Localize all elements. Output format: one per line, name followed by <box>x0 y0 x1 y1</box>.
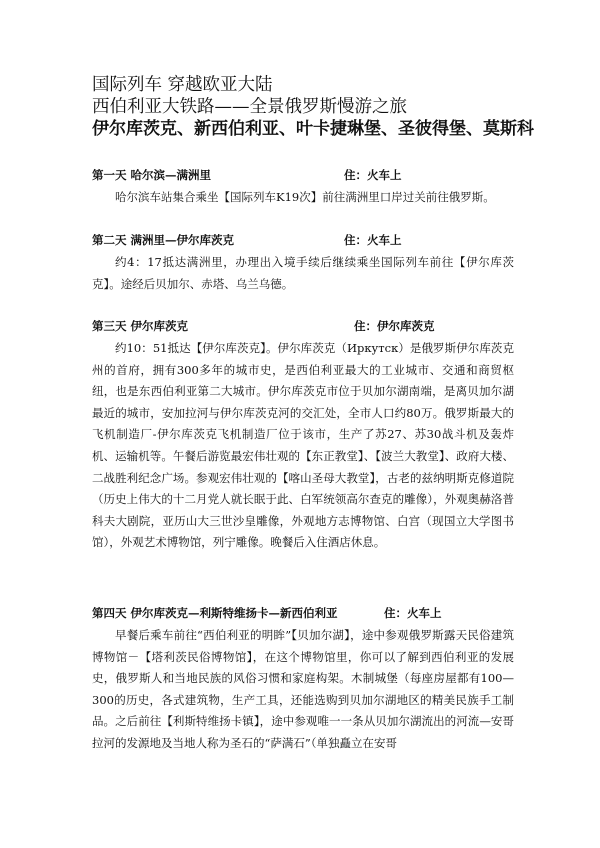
day-4-text: 早餐后乘车前往“西伯利亚的明眸”【贝加尔湖】，途中参观俄罗斯露天民俗建筑博物馆－【塔利茨民俗博物馆】，在这个博物馆里，你可以了解到西伯利亚的发展史，俄罗斯人和当地民族的风俗习惯和家庭构架。木制城堡（每座房屋都有100—300的历史，各式建筑物，生产工具，还能选购到贝加尔湖地区的精美民族手工制品。之后前往【利斯特维扬卡镇】，途中参观唯一一条从贝加尔湖流出的河流—安哥拉河的发源地及当地人称为圣石的“萨满石”（单独矗立在安哥 <box>92 628 514 750</box>
itinerary-title <box>92 74 552 140</box>
day-2-section <box>92 232 514 295</box>
day-3-text: 约10：51抵达【伊尔库茨克】。伊尔库茨克（Иркутск）是俄罗斯伊尔库茨克州的首府，拥有300多年的城市史，是西伯利亚最大的工业城市、交通和商贸枢纽，也是东西伯利亚第二大城市。伊尔库茨克市位于贝加尔湖南端，是离贝加尔湖最近的城市，安加拉河与伊尔库茨克河的交汇处，全市人口约80万。俄罗斯最大的飞机制造厂-伊尔库茨克飞机制造厂位于该市，生产了苏27、苏30战斗机及轰炸机、运输机等。午餐后游览最宏伟壮观的【东正教堂】、【波兰大教堂】、政府大楼、二战胜利纪念广场。参观宏伟壮观的【喀山圣母大教堂】，古老的兹纳明斯克修道院（历史上伟大的十二月党人就长眠于此、白军统领高尔查克的雕像），外观奥赫洛普科夫大剧院，亚历山大三世沙皇雕像，外观地方志博物馆、白宫（现国立大学图书馆），外观艺术博物馆，列宁雕像。晚餐后入住酒店休息。 <box>92 341 514 550</box>
title-line-2: 西伯利亚大铁路——全景俄罗斯慢游之旅 <box>92 97 407 117</box>
day-3-section <box>92 318 514 554</box>
day-3-route: 第三天 伊尔库茨克 <box>92 319 189 333</box>
day-3-stay: 住：伊尔库茨克 <box>354 319 435 333</box>
day-4-route: 第四天 伊尔库茨克—利斯特维扬卡—新西伯利亚 <box>92 606 338 620</box>
day-3-heading <box>92 318 514 338</box>
day-4-stay: 住：火车上 <box>384 606 442 620</box>
day-1-text: 哈尔滨车站集合乘坐【国际列车K19次】前往满洲里口岸过关前往俄罗斯。 <box>115 190 495 204</box>
day-4-section <box>92 605 514 755</box>
day-2-heading <box>92 232 514 252</box>
day-4-heading <box>92 605 514 625</box>
day-1-section <box>92 167 514 209</box>
title-line-3: 伊尔库茨克、新西伯利亚、叶卡捷琳堡、圣彼得堡、莫斯科 <box>92 119 534 139</box>
day-1-route: 第一天 哈尔滨—满洲里 <box>92 168 212 182</box>
day-1-stay: 住：火车上 <box>344 168 402 182</box>
day-2-text: 约4：17抵达满洲里，办理出入境手续后继续乘坐国际列车前往【伊尔库茨克】。途经后贝加尔、赤塔、乌兰乌德。 <box>92 255 514 291</box>
title-line-1: 国际列车 穿越欧亚大陆 <box>92 75 273 95</box>
day-2-route: 第二天 满洲里—伊尔库茨克 <box>92 233 235 247</box>
day-1-heading <box>92 167 514 187</box>
day-2-stay: 住：火车上 <box>344 233 402 247</box>
